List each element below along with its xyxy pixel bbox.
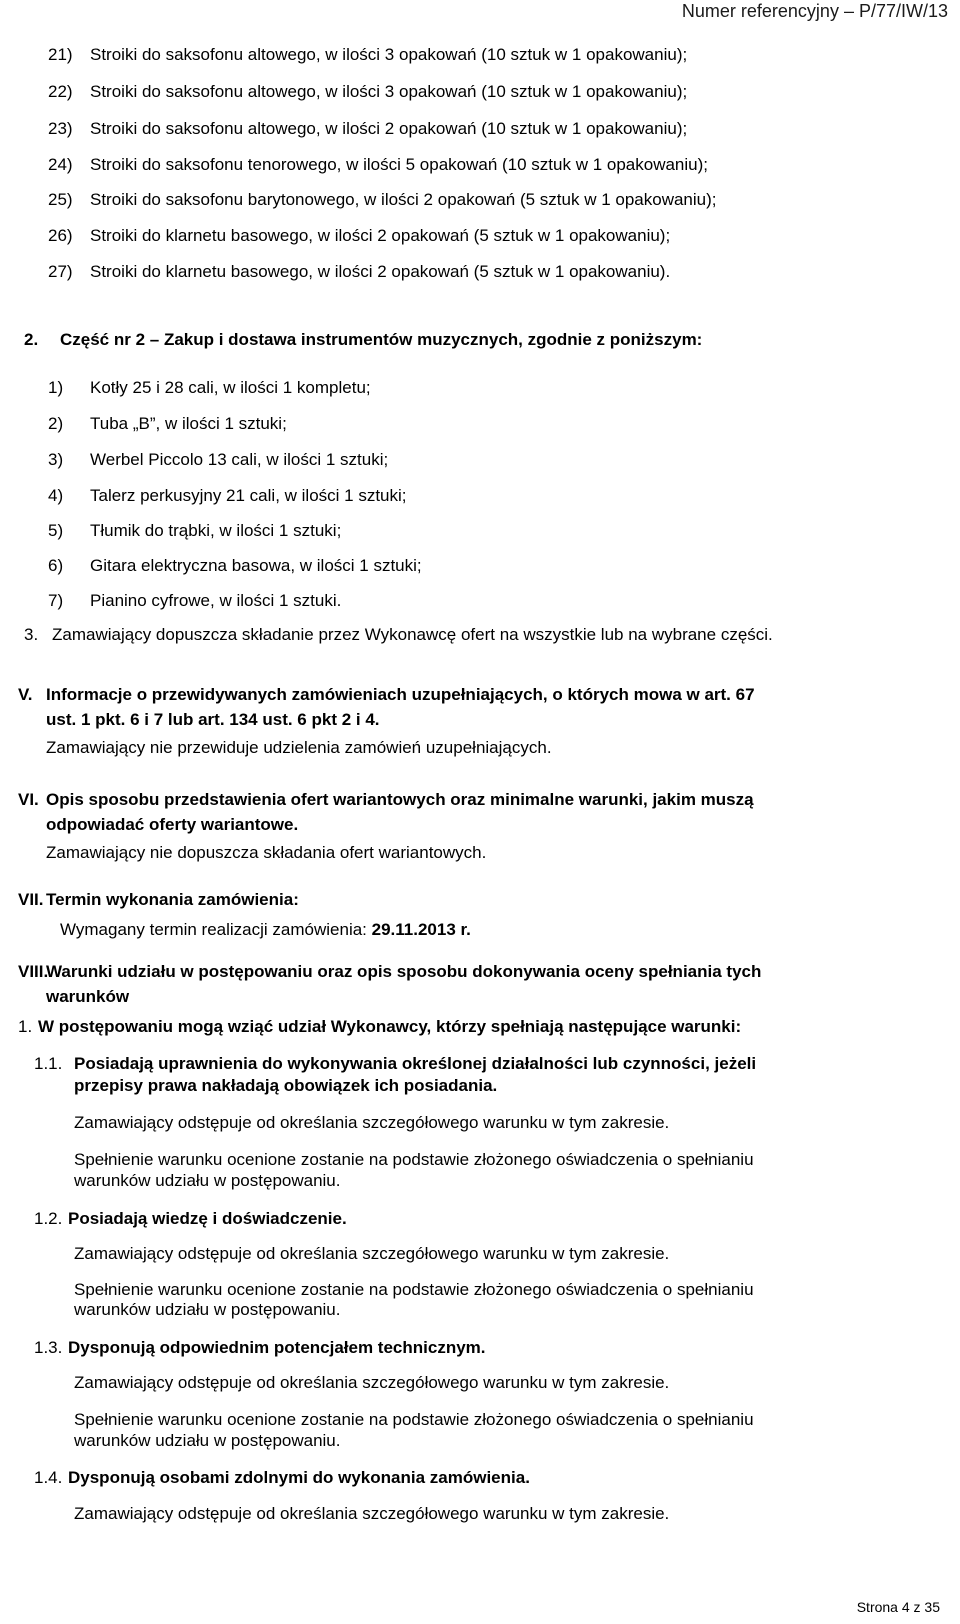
condition-item-num: 1.4. <box>34 1468 63 1487</box>
section-vi-heading: Opis sposobu przedstawienia ofert wariantowych oraz minimalne warunki, jakim muszą <box>46 790 754 809</box>
list-item-text: Stroiki do saksofonu tenorowego, w ilości 5 opakowań (10 sztuk w 1 opakowaniu); <box>90 155 709 174</box>
section-v-body: Zamawiający nie przewiduje udzielenia zamówień uzupełniających. <box>46 738 552 757</box>
list-item-num: 7) <box>48 591 64 610</box>
reference-number: Numer referencyjny – P/77/IW/13 <box>681 1 948 21</box>
list-item-num: 2) <box>48 414 64 433</box>
part-3-text: Zamawiający dopuszcza składanie przez Wykonawcę ofert na wszystkie lub na wybrane części. <box>52 625 773 644</box>
list-item-num: 24) <box>48 155 73 174</box>
section-v-num: V. <box>18 685 33 704</box>
condition-item-title: Posiadają wiedzę i doświadczenie. <box>68 1209 347 1228</box>
condition-1-num: 1. <box>18 1017 33 1036</box>
deadline-label: Wymagany termin realizacji zamówienia: <box>60 920 372 939</box>
condition-item-num: 1.1. <box>34 1054 63 1073</box>
list-item-text: Stroiki do saksofonu barytonowego, w ilości 2 opakowań (5 sztuk w 1 opakowaniu); <box>90 190 717 209</box>
condition-item-para-cont: warunków udziału w postępowaniu. <box>74 1171 341 1190</box>
list-item-text: Stroiki do saksofonu altowego, w ilości 3 opakowań (10 sztuk w 1 opakowaniu); <box>90 45 688 64</box>
condition-item-para-cont: warunków udziału w postępowaniu. <box>74 1300 341 1319</box>
list-item-num: 27) <box>48 262 73 281</box>
condition-item-para: Spełnienie warunku ocenione zostanie na podstawie złożonego oświadczenia o spełnianiu <box>74 1150 754 1169</box>
list-item-text: Kotły 25 i 28 cali, w ilości 1 kompletu; <box>90 378 371 397</box>
part-3-num: 3. <box>24 625 39 644</box>
condition-item-para: Zamawiający odstępuje od określania szczegółowego warunku w tym zakresie. <box>74 1373 670 1392</box>
list-item-text: Stroiki do klarnetu basowego, w ilości 2 opakowań (5 sztuk w 1 opakowaniu). <box>90 262 671 281</box>
condition-item-num: 1.2. <box>34 1209 63 1228</box>
deadline-date: 29.11.2013 r. <box>371 920 471 939</box>
list-item-text: Stroiki do saksofonu altowego, w ilości 3 opakowań (10 sztuk w 1 opakowaniu); <box>90 82 688 101</box>
section-vii-heading: Termin wykonania zamówienia: <box>46 890 299 909</box>
list-item-text: Stroiki do klarnetu basowego, w ilości 2 opakowań (5 sztuk w 1 opakowaniu); <box>90 226 671 245</box>
section-vi-num: VI. <box>18 790 39 809</box>
condition-item-para: Zamawiający odstępuje od określania szczegółowego warunku w tym zakresie. <box>74 1244 670 1263</box>
list-item-text: Stroiki do saksofonu altowego, w ilości 2 opakowań (10 sztuk w 1 opakowaniu); <box>90 119 688 138</box>
list-item-text: Tłumik do trąbki, w ilości 1 sztuki; <box>90 521 342 540</box>
condition-item-para: Zamawiający odstępuje od określania szczegółowego warunku w tym zakresie. <box>74 1113 670 1132</box>
list-item-num: 4) <box>48 486 64 505</box>
condition-item-num: 1.3. <box>34 1338 63 1357</box>
condition-item-para-cont: warunków udziału w postępowaniu. <box>74 1431 341 1450</box>
section-vii-body <box>60 920 471 940</box>
condition-item-title: Dysponują osobami zdolnymi do wykonania zamówienia. <box>68 1468 530 1487</box>
part-2-heading: Część nr 2 – Zakup i dostawa instrumentów muzycznych, zgodnie z poniższym: <box>60 330 703 349</box>
condition-item-para: Zamawiający odstępuje od określania szczegółowego warunku w tym zakresie. <box>74 1504 670 1523</box>
list-item-num: 1) <box>48 378 64 397</box>
condition-item-para: Spełnienie warunku ocenione zostanie na podstawie złożonego oświadczenia o spełnianiu <box>74 1410 754 1429</box>
list-item-text: Gitara elektryczna basowa, w ilości 1 sztuki; <box>90 556 422 575</box>
list-item-text: Pianino cyfrowe, w ilości 1 sztuki. <box>90 591 342 610</box>
section-viii-heading-cont: warunków <box>46 987 130 1006</box>
part-2-num: 2. <box>24 330 39 349</box>
list-item-text: Talerz perkusyjny 21 cali, w ilości 1 sztuki; <box>90 486 407 505</box>
list-item-text: Tuba „B”, w ilości 1 sztuki; <box>90 414 287 433</box>
section-v-heading-cont: ust. 1 pkt. 6 i 7 lub art. 134 ust. 6 pkt 2 i 4. <box>46 710 380 729</box>
page-number: Strona 4 z 35 <box>856 1599 940 1615</box>
list-item-num: 6) <box>48 556 64 575</box>
list-item-num: 3) <box>48 450 64 469</box>
section-viii-heading: Warunki udziału w postępowaniu oraz opis sposobu dokonywania oceny spełniania tych <box>46 962 762 981</box>
section-viii-num: VIII. <box>18 962 49 981</box>
condition-item-title: Dysponują odpowiednim potencjałem technicznym. <box>68 1338 486 1357</box>
condition-item-title-cont: przepisy prawa nakładają obowiązek ich posiadania. <box>74 1076 498 1095</box>
list-item-num: 5) <box>48 521 64 540</box>
section-vi-body: Zamawiający nie dopuszcza składania ofert wariantowych. <box>46 843 487 862</box>
list-item-num: 26) <box>48 226 73 245</box>
list-item-text: Werbel Piccolo 13 cali, w ilości 1 sztuki; <box>90 450 389 469</box>
list-item-num: 21) <box>48 45 73 64</box>
condition-item-para: Spełnienie warunku ocenione zostanie na podstawie złożonego oświadczenia o spełnianiu <box>74 1280 754 1299</box>
section-v-heading: Informacje o przewidywanych zamówieniach uzupełniających, o których mowa w art. 67 <box>46 685 755 704</box>
list-item-num: 22) <box>48 82 73 101</box>
section-vii-num: VII. <box>18 890 44 909</box>
condition-item-title: Posiadają uprawnienia do wykonywania określonej działalności lub czynności, jeżeli <box>74 1054 757 1073</box>
list-item-num: 23) <box>48 119 73 138</box>
list-item-num: 25) <box>48 190 73 209</box>
section-vi-heading-cont: odpowiadać oferty wariantowe. <box>46 815 299 834</box>
condition-1-text: W postępowaniu mogą wziąć udział Wykonawcy, którzy spełniają następujące warunki: <box>38 1017 742 1036</box>
